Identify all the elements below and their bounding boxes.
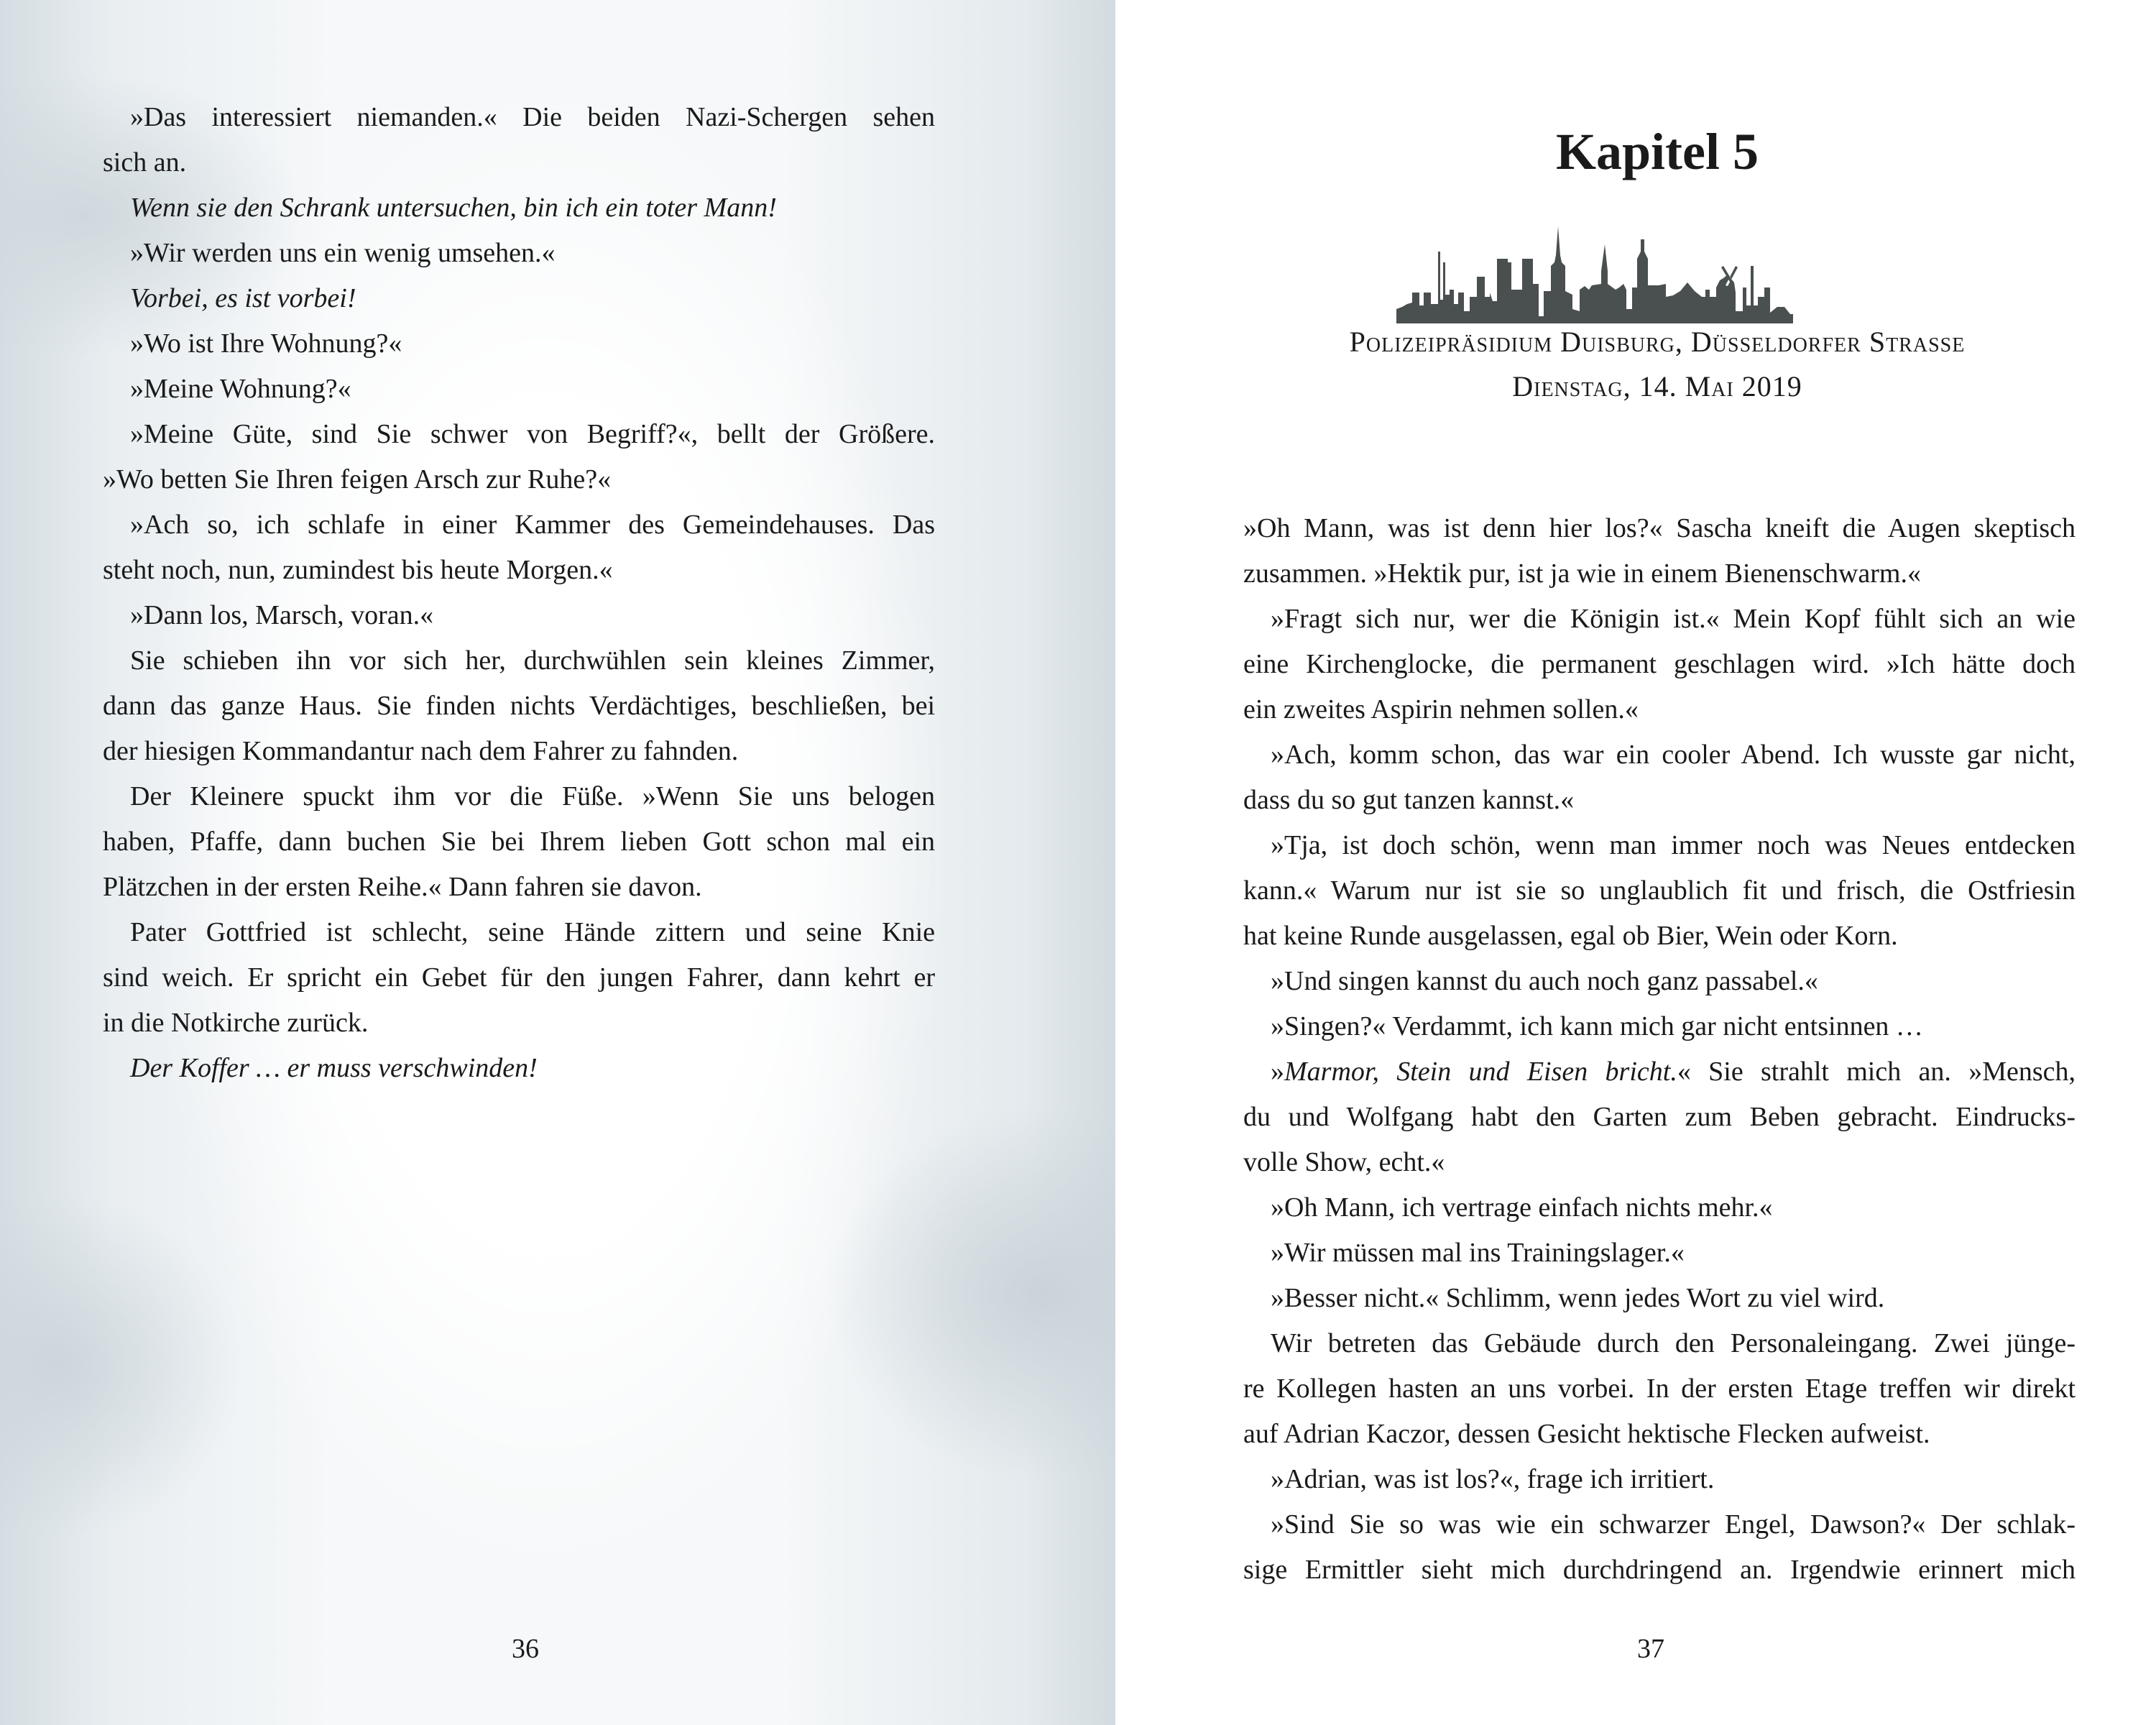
- text-line: [1243, 1230, 2076, 1276]
- paragraph: [1243, 823, 2076, 959]
- text-line: [1243, 1185, 2076, 1230]
- line-content: »Dann los, Marsch, voran.«: [130, 600, 434, 630]
- paragraph: [1243, 1457, 2076, 1502]
- text-line: [103, 865, 935, 910]
- paragraph: [103, 593, 935, 638]
- paragraph: [1243, 1230, 2076, 1276]
- line-content: »Adrian, was ist los?«, frage ich irritiert.: [1271, 1464, 1715, 1494]
- text-line: [103, 140, 935, 185]
- line-content: »Ach so, ich schlafe in einer Kammer des Gemeindehauses. Das: [130, 510, 935, 540]
- line-content: »Ach, komm schon, das war ein cooler Abend. Ich wusste gar nicht,: [1271, 740, 2076, 770]
- text-line: [103, 638, 935, 684]
- text-line: [103, 185, 935, 231]
- line-content: eine Kirchenglocke, die permanent geschlagen wird. »Ich hätte doch: [1243, 649, 2076, 679]
- italic-text: Wenn sie den Schrank untersuchen, bin ich ein toter Mann!: [130, 193, 777, 223]
- paragraph: [1243, 732, 2076, 823]
- text-line: [1243, 1049, 2076, 1095]
- line-content: Plätzchen in der ersten Reihe.« Dann fahren sie davon.: [103, 872, 702, 902]
- text-line: [103, 684, 935, 729]
- paragraph: [103, 95, 935, 185]
- skyline-illustration: [1396, 226, 1921, 323]
- paragraph: [1243, 1321, 2076, 1457]
- text-line: [103, 231, 935, 276]
- text-line: [1243, 1321, 2076, 1366]
- text-segment: »: [1271, 1057, 1284, 1087]
- line-content: volle Show, echt.«: [1243, 1147, 1445, 1177]
- text-line: [103, 1000, 935, 1046]
- chapter-title: Kapitel 5: [1556, 123, 1759, 180]
- text-line: [103, 819, 935, 865]
- paragraph: [103, 638, 935, 774]
- paragraph: [103, 276, 935, 321]
- text-line: [1243, 959, 2076, 1004]
- line-content: Pater Gottfried ist schlecht, seine Hände zittern und seine Knie: [130, 917, 935, 947]
- text-line: [1243, 823, 2076, 868]
- text-line: [103, 502, 935, 548]
- paragraph: [1243, 1276, 2076, 1321]
- text-line: [1243, 642, 2076, 687]
- paragraph: [1243, 1502, 2076, 1593]
- text-line: [103, 910, 935, 955]
- line-content: »Wo ist Ihre Wohnung?«: [130, 328, 402, 359]
- text-line: [1243, 551, 2076, 597]
- text-line: [1243, 868, 2076, 914]
- line-content: Wir betreten das Gebäude durch den Personaleingang. Zwei jünge-: [1271, 1328, 2076, 1358]
- line-content: »Oh Mann, was ist denn hier los?« Sascha kneift die Augen skeptisch: [1243, 513, 2076, 543]
- text-line: [103, 729, 935, 774]
- page-number-right: 37: [1637, 1634, 1664, 1664]
- text-line: [103, 321, 935, 367]
- line-content: dass du so gut tanzen kannst.«: [1243, 785, 1575, 815]
- text-line: [103, 593, 935, 638]
- line-content: auf Adrian Kaczor, dessen Gesicht hektische Flecken aufweist.: [1243, 1419, 1930, 1449]
- line-content: [130, 1046, 538, 1091]
- paragraph: [103, 321, 935, 367]
- line-content: in die Notkirche zurück.: [103, 1008, 369, 1038]
- right-page-text: [1243, 506, 2076, 1593]
- text-line: [103, 95, 935, 140]
- line-content: ein zweites Aspirin nehmen sollen.«: [1243, 694, 1639, 724]
- line-content: »Singen?« Verdammt, ich kann mich gar nicht entsinnen …: [1271, 1011, 1923, 1041]
- line-content: haben, Pfaffe, dann buchen Sie bei Ihrem lieben Gott schon mal ein: [103, 827, 935, 857]
- paragraph: [1243, 506, 2076, 597]
- text-line: [1243, 1004, 2076, 1049]
- paragraph: [1243, 597, 2076, 732]
- line-content: sige Ermittler sieht mich durchdringend an. Irgendwie erinnert mich: [1243, 1555, 2076, 1585]
- text-line: [103, 367, 935, 412]
- paragraph: [103, 231, 935, 276]
- paragraph: [1243, 1185, 2076, 1230]
- left-page-text: [103, 95, 935, 1091]
- line-content: sich an.: [103, 147, 187, 178]
- text-line: [103, 548, 935, 593]
- line-content: Sie schieben ihn vor sich her, durchwühlen sein kleines Zimmer,: [130, 645, 935, 676]
- chapter-location: Polizeipräsidium Duisburg, Düsseldorfer Strasse: [1349, 326, 1966, 358]
- skyline-silhouette: [1396, 226, 1793, 323]
- line-content: Der Kleinere spuckt ihm vor die Füße. »Wenn Sie uns belogen: [130, 781, 935, 811]
- paragraph: [103, 774, 935, 910]
- italic-text: Der Koffer … er muss verschwinden!: [130, 1053, 538, 1083]
- line-content: »Wo betten Sie Ihren feigen Arsch zur Ruhe?«: [103, 464, 612, 494]
- text-line: [103, 457, 935, 502]
- paragraph: [1243, 1049, 2076, 1185]
- line-content: »Und singen kannst du auch noch ganz passabel.«: [1271, 966, 1818, 996]
- paragraph: [103, 1046, 935, 1091]
- paragraph: [103, 185, 935, 231]
- line-content: »Oh Mann, ich vertrage einfach nichts mehr.«: [1271, 1192, 1773, 1223]
- paragraph: [1243, 1004, 2076, 1049]
- text-line: [1243, 687, 2076, 732]
- line-content: dann das ganze Haus. Sie finden nichts Verdächtiges, beschließen, bei: [103, 691, 935, 721]
- line-content: »Meine Wohnung?«: [130, 374, 351, 404]
- line-content: kann.« Warum nur ist sie so unglaublich fit und frisch, die Ostfriesin: [1243, 875, 2076, 906]
- line-content: sind weich. Er spricht ein Gebet für den jungen Fahrer, dann kehrt er: [103, 962, 935, 993]
- text-line: [1243, 1502, 2076, 1547]
- line-content: zusammen. »Hektik pur, ist ja wie in einem Bienenschwarm.«: [1243, 558, 1921, 589]
- paragraph: [103, 502, 935, 593]
- text-line: [1243, 1547, 2076, 1593]
- text-line: [1243, 1276, 2076, 1321]
- paragraph: [103, 367, 935, 412]
- line-content: »Tja, ist doch schön, wenn man immer noch was Neues entdecken: [1271, 830, 2076, 860]
- text-line: [1243, 1140, 2076, 1185]
- line-content: [130, 185, 777, 231]
- text-line: [1243, 778, 2076, 823]
- text-line: [1243, 506, 2076, 551]
- text-line: [103, 1046, 935, 1091]
- text-line: [1243, 1366, 2076, 1412]
- paragraph: [1243, 959, 2076, 1004]
- line-content: [1271, 1057, 2076, 1087]
- paragraph: [103, 910, 935, 1046]
- line-content: »Wir müssen mal ins Trainingslager.«: [1271, 1238, 1685, 1268]
- text-line: [1243, 1095, 2076, 1140]
- paragraph: [103, 412, 935, 502]
- text-line: [1243, 1457, 2076, 1502]
- italic-text: Marmor, Stein und Eisen bricht.: [1284, 1057, 1677, 1087]
- line-content: der hiesigen Kommandantur nach dem Fahrer zu fahnden.: [103, 736, 739, 766]
- italic-text: Vorbei, es ist vorbei!: [130, 283, 356, 313]
- text-line: [1243, 732, 2076, 778]
- line-content: du und Wolfgang habt den Garten zum Beben gebracht. Eindrucks-: [1243, 1102, 2076, 1132]
- line-content: re Kollegen hasten an uns vorbei. In der ersten Etage treffen wir direkt: [1243, 1374, 2076, 1404]
- text-line: [103, 955, 935, 1000]
- line-content: »Fragt sich nur, wer die Königin ist.« Mein Kopf fühlt sich an wie: [1271, 604, 2076, 634]
- text-line: [1243, 1412, 2076, 1457]
- text-line: [1243, 597, 2076, 642]
- line-content: steht noch, nun, zumindest bis heute Morgen.«: [103, 555, 613, 585]
- right-page: [1115, 0, 2156, 1725]
- line-content: [130, 276, 356, 321]
- text-line: [103, 412, 935, 457]
- line-content: »Sind Sie so was wie ein schwarzer Engel, Dawson?« Der schlak-: [1271, 1509, 2076, 1540]
- text-line: [103, 276, 935, 321]
- line-content: »Meine Güte, sind Sie schwer von Begriff?«, bellt der Größere.: [130, 419, 935, 449]
- line-content: »Wir werden uns ein wenig umsehen.«: [130, 238, 556, 268]
- line-content: »Das interessiert niemanden.« Die beiden Nazi-Schergen sehen: [130, 102, 935, 132]
- chapter-date: Dienstag, 14. Mai 2019: [1512, 370, 1802, 402]
- line-content: »Besser nicht.« Schlimm, wenn jedes Wort zu viel wird.: [1271, 1283, 1885, 1313]
- line-content: hat keine Runde ausgelassen, egal ob Bier, Wein oder Korn.: [1243, 921, 1898, 951]
- text-line: [1243, 914, 2076, 959]
- text-line: [103, 774, 935, 819]
- text-segment: « Sie strahlt mich an. »Mensch,: [1677, 1057, 2076, 1087]
- page-number-left: 36: [512, 1634, 539, 1664]
